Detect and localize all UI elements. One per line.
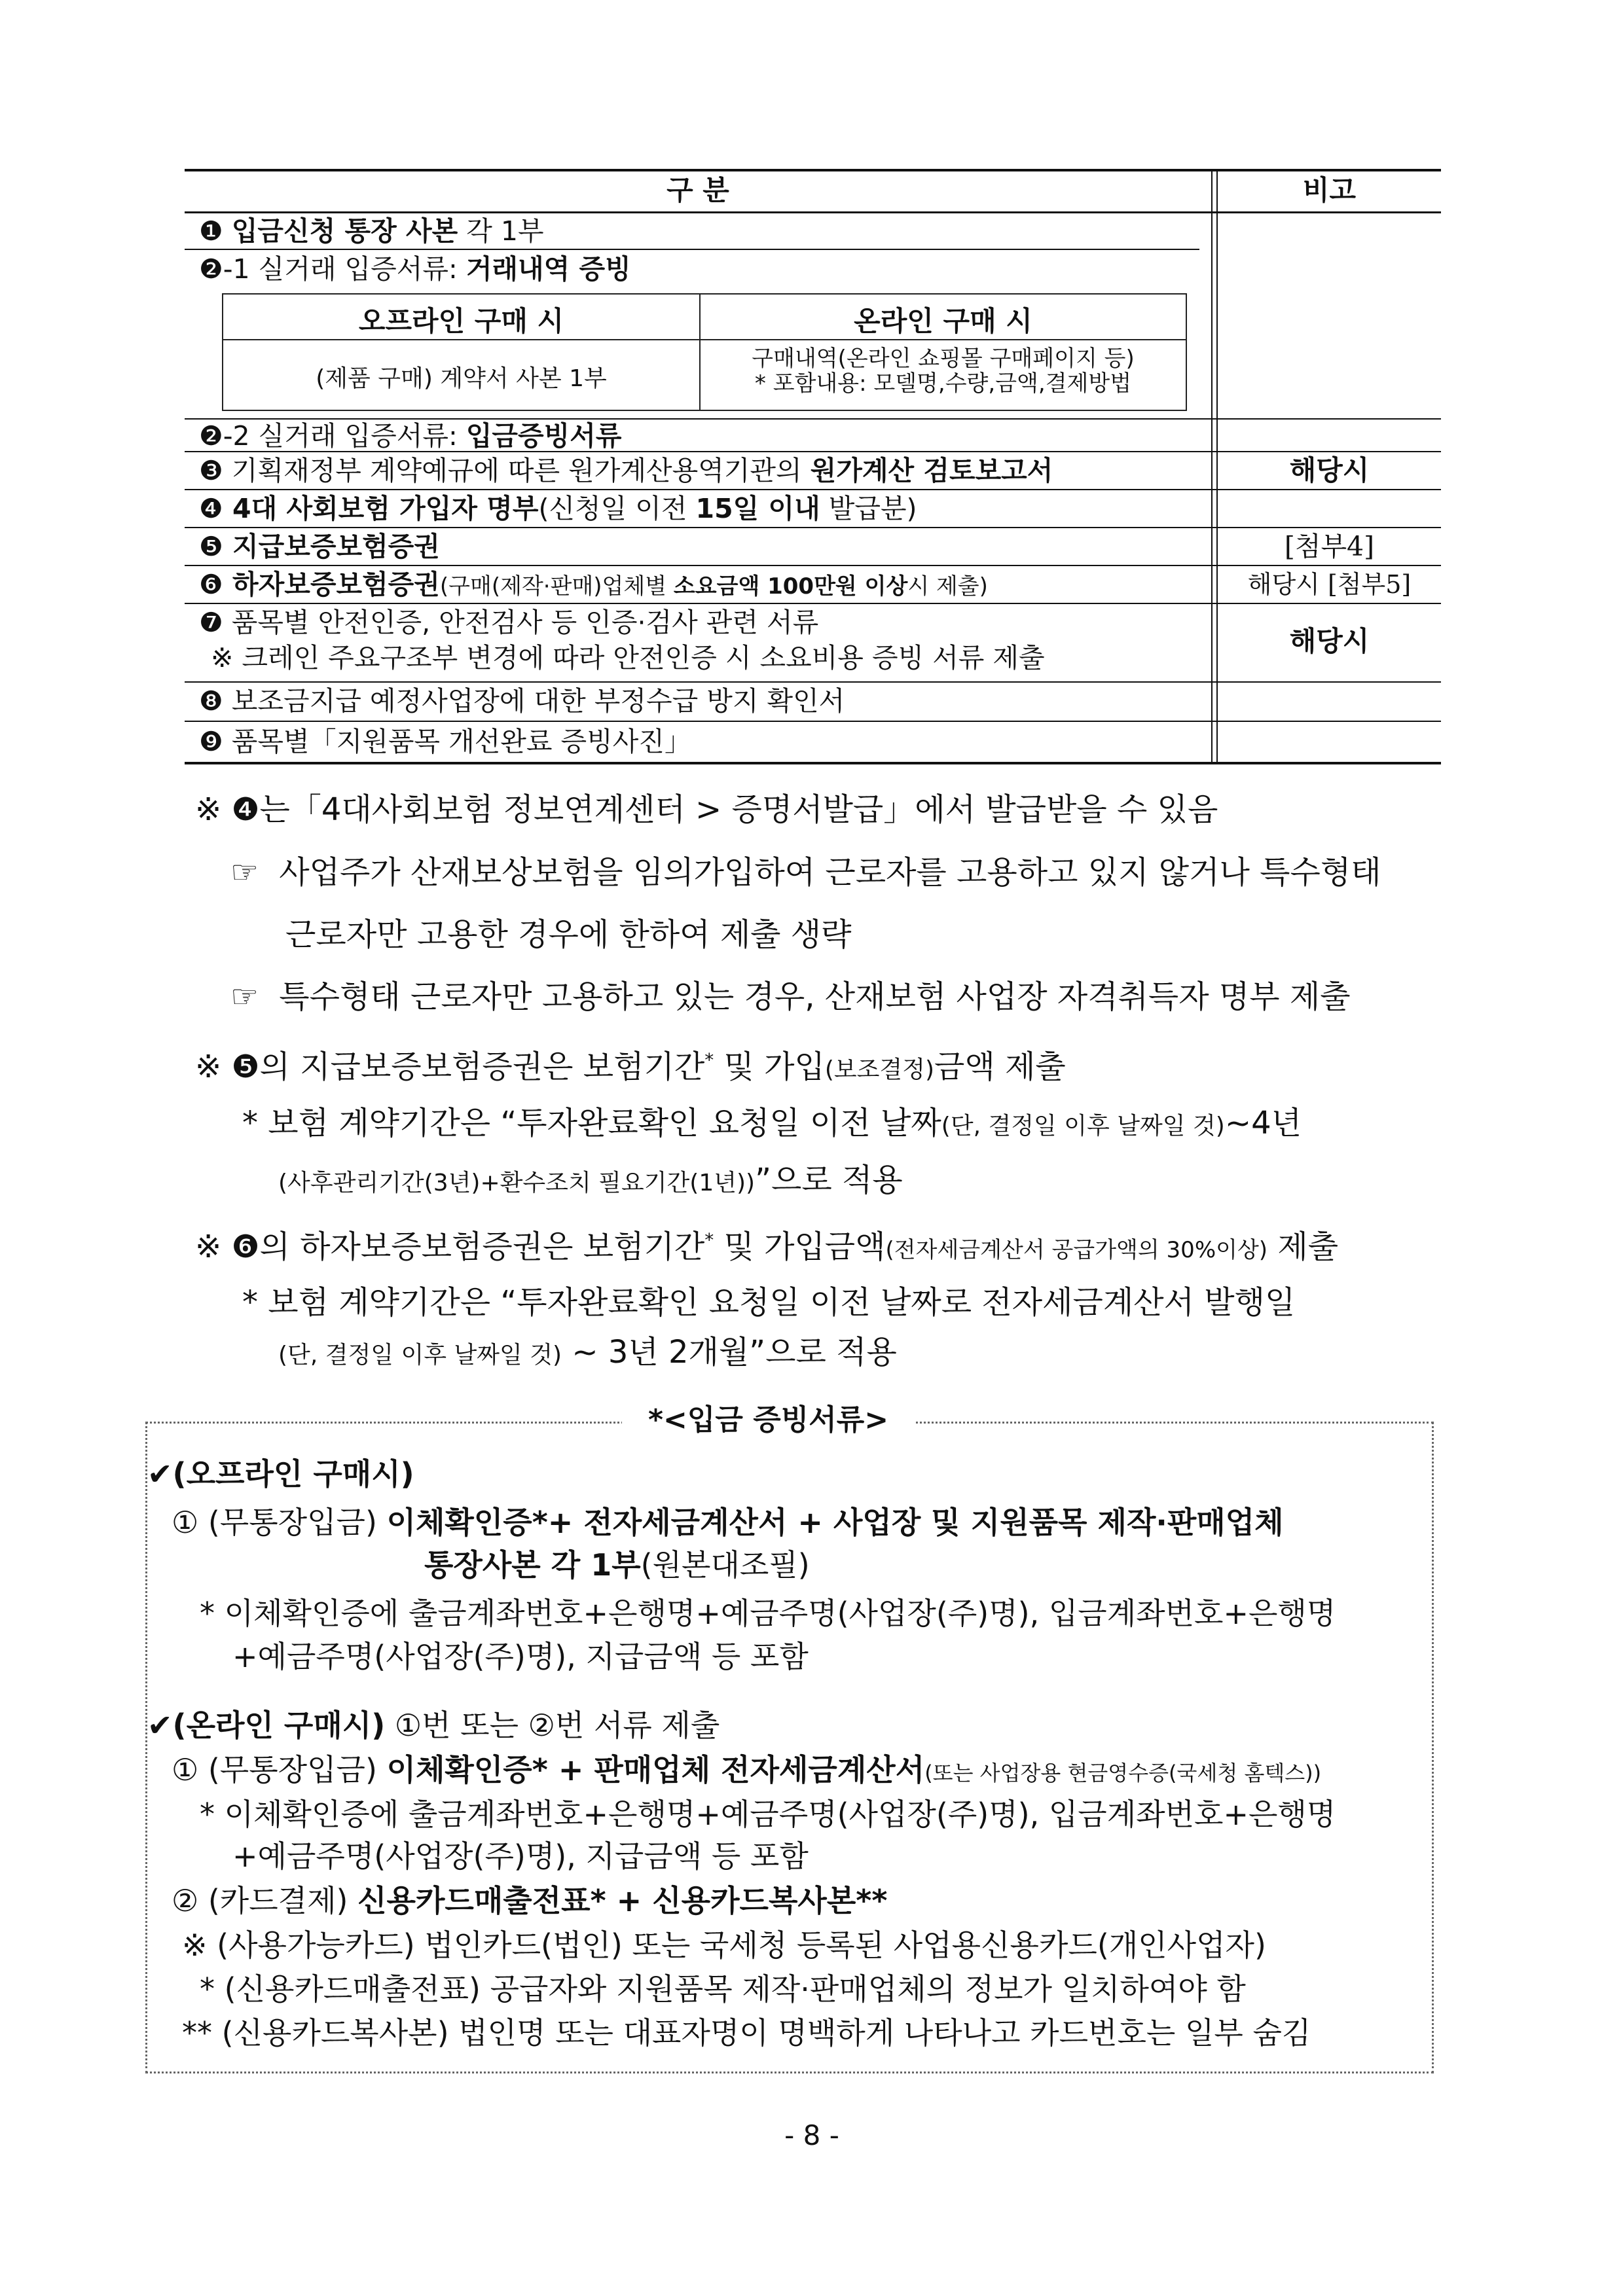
note-1: ※ ❹는「4대사회보험 정보연계센터 > 증명서발급」에서 발급받을 수 있음 <box>195 791 1218 828</box>
box-title: *<입금 증빙서류> <box>622 1396 915 1438</box>
row-4: ❹ 4대 사회보험 가입자 명부(신청일 이전 15일 이내 발급분) <box>199 493 917 524</box>
offline-note-2: +예금주명(사업장(주)명), 지급금액 등 포함 <box>232 1639 809 1674</box>
offline-title: ✔(오프라인 구매시) <box>147 1456 414 1492</box>
row-6-remark: 해당시 [첨부5] <box>1247 570 1412 599</box>
online-item-2-note-2: * (신용카드매출전표) 공급자와 지원품목 제작·판매업체의 정보가 일치하여야 함 <box>200 1971 1246 2007</box>
row-7-remark: 해당시 <box>1289 625 1370 657</box>
row-7: ❼ 품목별 안전인증, 안전검사 등 인증·검사 관련 서류 <box>199 607 819 638</box>
documents-table <box>185 169 1441 764</box>
note-3a-cont: (단, 결정일 이후 날짜일 것) ~ 3년 2개월”으로 적용 <box>278 1334 897 1371</box>
pointing-hand-icon: ☞ <box>230 978 259 1015</box>
row-6: ❻ 하자보증보험증권(구매(제작·판매)업체별 소요금액 100만원 이상시 제출) <box>199 569 988 600</box>
row-7-note: ※ 크레인 주요구조부 변경에 따라 안전인증 시 소요비용 증빙 서류 제출 <box>211 642 1045 673</box>
note-1b: ☞ 특수형태 근로자만 고용하고 있는 경우, 산재보험 사업장 자격취득자 명부 제출 <box>230 978 1351 1015</box>
subtable-online-line2: * 포함내용: 모델명,수량,금액,결제방법 <box>754 370 1132 397</box>
note-2a: * 보험 계약기간은 “투자완료확인 요청일 이전 날짜(단, 결정일 이후 날짜일 것)~4년 <box>242 1105 1302 1141</box>
row-5-remark: [첨부4] <box>1284 531 1375 562</box>
pointing-hand-icon: ☞ <box>230 854 259 891</box>
offline-item-1: ① (무통장입금) 이체확인증*+ 전자세금계산서 + 사업장 및 지원품목 제작·판매업체 <box>172 1505 1284 1540</box>
note-1a-cont: 근로자만 고용한 경우에 한하여 제출 생략 <box>285 916 852 953</box>
online-note-2: +예금주명(사업장(주)명), 지급금액 등 포함 <box>232 1839 809 1874</box>
purchase-type-subtable <box>222 293 1187 411</box>
online-title: ✔(온라인 구매시) ①번 또는 ②번 서류 제출 <box>147 1708 720 1743</box>
row-2-1: ❷-1 실거래 입증서류: 거래내역 증빙 <box>199 253 631 285</box>
note-3: ※ ❻의 하자보증보험증권은 보험기간* 및 가입금액(전자세금계산서 공급가액의 30%이상) 제출 <box>195 1229 1339 1265</box>
row-3-remark: 해당시 <box>1289 454 1370 486</box>
row-8: ❽ 보조금지급 예정사업장에 대한 부정수급 방지 확인서 <box>199 685 845 717</box>
offline-item-1-cont: 통장사본 각 1부(원본대조필) <box>424 1547 810 1583</box>
note-1a: ☞ 사업주가 산재보상보험을 임의가입하여 근로자를 고용하고 있지 않거나 특수형태 <box>230 854 1381 891</box>
subtable-offline-value: (제품 구매) 계약서 사본 1부 <box>316 365 607 392</box>
header-category: 구 분 <box>666 174 729 206</box>
offline-note-1: * 이체확인증에 출금계좌번호+은행명+예금주명(사업장(주)명), 입금계좌번호+은행명 <box>200 1596 1336 1631</box>
header-remarks: 비고 <box>1302 174 1357 206</box>
row-2-2: ❷-2 실거래 입증서류: 입금증빙서류 <box>199 420 622 452</box>
online-item-2-note-1: ※ (사용가능카드) 법인카드(법인) 또는 국세청 등록된 사업용신용카드(개인사업자) <box>182 1928 1266 1963</box>
row-title: 입금신청 통장 사본 <box>231 215 458 247</box>
note-3a: * 보험 계약기간은 “투자완료확인 요청일 이전 날짜로 전자세금계산서 발행일 <box>242 1284 1296 1321</box>
row-9: ❾ 품목별「지원품목 개선완료 증빙사진」 <box>199 726 691 757</box>
subtable-online-header: 온라인 구매 시 <box>854 305 1032 337</box>
page-number: - 8 - <box>784 2119 839 2151</box>
online-item-2: ② (카드결제) 신용카드매출전표* + 신용카드복사본** <box>172 1883 888 1918</box>
subtable-offline-header: 오프라인 구매 시 <box>358 305 564 337</box>
row-3: ❸ 기획재정부 계약예규에 따른 원가계산용역기관의 원가계산 검토보고서 <box>199 455 1053 486</box>
row-mark: ❶ <box>199 215 223 247</box>
note-2a-cont: (사후관리기간(3년)+환수조치 필요기간(1년))”으로 적용 <box>278 1162 903 1198</box>
row-1: ❶ 입금신청 통장 사본 각 1부 <box>199 215 544 247</box>
subtable-online-line1: 구매내역(온라인 쇼핑몰 구매페이지 등) <box>752 346 1135 372</box>
online-item-2-note-3: ** (신용카드복사본) 법인명 또는 대표자명이 명백하게 나타나고 카드번호는 일부 숨김 <box>182 2015 1311 2051</box>
online-note-1: * 이체확인증에 출금계좌번호+은행명+예금주명(사업장(주)명), 입금계좌번호+은행명 <box>200 1797 1336 1832</box>
note-2: ※ ❺의 지급보증보험증권은 보험기간* 및 가입(보조결정)금액 제출 <box>195 1049 1066 1085</box>
online-item-1: ① (무통장입금) 이체확인증* + 판매업체 전자세금계산서(또는 사업장용 현금영수증(국세청 홈텍스)) <box>172 1752 1322 1787</box>
row-5: ❺ 지급보증보험증권 <box>199 531 440 562</box>
